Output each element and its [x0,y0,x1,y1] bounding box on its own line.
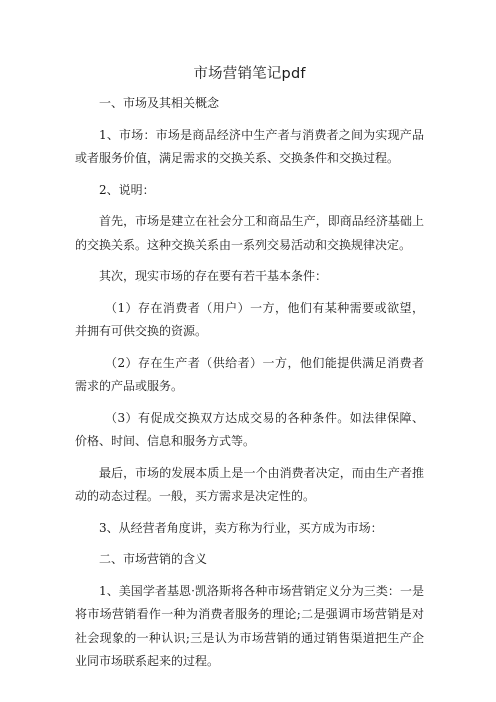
document-title: 市场营销笔记pdf [193,66,306,82]
paragraph-condition-2: （2）存在生产者（供给者）一方，他们能提供满足消费者需求的产品或服务。 [75,355,424,393]
paragraph-second: 其次，现实市场的存在要有若干基本条件： [99,269,328,283]
paragraph-condition-3: （3）有促成交换双方达成交易的各种条件。如法律保障、价格、时间、信息和服务方式等。 [75,410,424,448]
paragraph-finally: 最后，市场的发展本质上是一个由消费者决定，而由生产者推动的动态过程。一般，买方需求是决定性的。 [75,465,424,503]
section-heading-1: 一、市场及其相关概念 [99,96,220,110]
paragraph-operator-view: 3、从经营者角度讲，卖方称为行业，买方成为市场： [99,520,383,535]
paragraph-first: 首先，市场是建立在社会分工和商品生产，即商品经济基础上的交换关系。这种交换关系由一系列交易活动和交换规律决定。 [75,214,424,252]
paragraph-condition-1: （1）存在消费者（用户）一方，他们有某种需要或欲望，并拥有可供交换的资源。 [75,300,424,338]
paragraph-explanation-label: 2、说明： [99,182,155,197]
paragraph-marketing-definitions: 1、美国学者基恩·凯洛斯将各种市场营销定义分为三类：一是将市场营销看作一种为消费者服务的理论;二是强调市场营销是对社会现象的一种认识;三是认为市场营销的通过销售渠道把生产企业同市场联系起来的过程。 [75,583,424,668]
paragraph-market-definition: 1、市场：市场是商品经济中生产者与消费者之间为实现产品或者服务价值，满足需求的交换关系、交换条件和交换过程。 [75,127,424,165]
section-heading-2: 二、市场营销的含义 [99,552,208,566]
